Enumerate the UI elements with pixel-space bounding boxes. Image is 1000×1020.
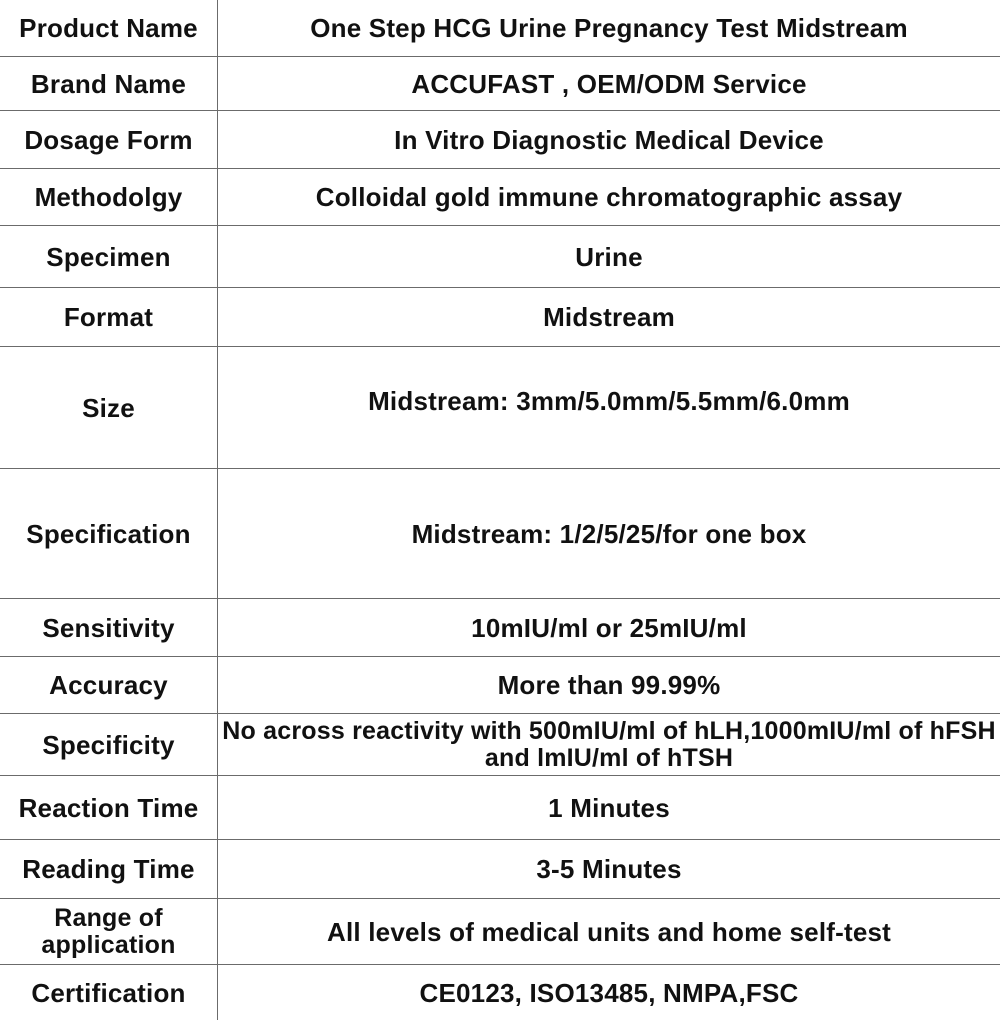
row-value: 3-5 Minutes [536, 854, 682, 884]
table-row-certification [0, 965, 1000, 1020]
row-label: Specificity [42, 729, 175, 760]
row-value: Midstream [543, 302, 675, 332]
row-value: 1 Minutes [548, 792, 670, 823]
row-value: More than 99.99% [497, 670, 721, 700]
row-value: No across reactivity with 500mIU/ml of hLH,1000mIU/ml of hFSH and lmIU/ml of hTSH [222, 716, 996, 772]
row-label: Methodolgy [34, 182, 183, 212]
table-row-format [0, 288, 1000, 347]
table-row-range-of-application [0, 899, 1000, 965]
row-label: Accuracy [49, 670, 168, 700]
row-value: CE0123, ISO13485, NMPA,FSC [419, 977, 799, 1008]
table-row-accuracy [0, 657, 1000, 714]
row-label: Reaction Time [18, 792, 199, 823]
row-label: Format [63, 302, 154, 332]
row-value: All levels of medical units and home self-test [326, 916, 891, 947]
row-label: Range of application [41, 903, 176, 959]
row-label: Reading Time [22, 854, 195, 884]
row-label: Brand Name [30, 68, 187, 99]
table-row-reaction-time [0, 776, 1000, 840]
table-row-size [0, 347, 1000, 469]
row-value: 10mIU/ml or 25mIU/ml [471, 612, 747, 643]
table-row-dosage-form [0, 111, 1000, 169]
row-value: ACCUFAST , OEM/ODM Service [411, 68, 807, 99]
table-row-specification [0, 469, 1000, 599]
row-value: Urine [575, 241, 643, 272]
row-label: Product Name [19, 13, 198, 43]
row-value: Midstream: 3mm/5.0mm/5.5mm/6.0mm [368, 386, 850, 416]
row-label: Specification [26, 518, 191, 549]
table-row-specimen [0, 226, 1000, 288]
row-label: Size [82, 392, 135, 423]
table-row-reading-time [0, 840, 1000, 899]
row-label: Specimen [46, 241, 171, 272]
table-row-brand-name [0, 57, 1000, 111]
table-row-sensitivity [0, 599, 1000, 657]
row-label: Sensitivity [42, 612, 175, 643]
row-value: Midstream: 1/2/5/25/for one box [411, 518, 807, 549]
row-label: Dosage Form [24, 124, 193, 155]
row-value: One Step HCG Urine Pregnancy Test Midstream [310, 13, 908, 43]
table-row-specificity [0, 714, 1000, 776]
table-row-methodology [0, 169, 1000, 226]
row-value: Colloidal gold immune chromatographic assay [315, 182, 903, 212]
row-value: In Vitro Diagnostic Medical Device [394, 124, 824, 155]
table-row-product-name [0, 0, 1000, 57]
row-label: Certification [31, 977, 186, 1008]
